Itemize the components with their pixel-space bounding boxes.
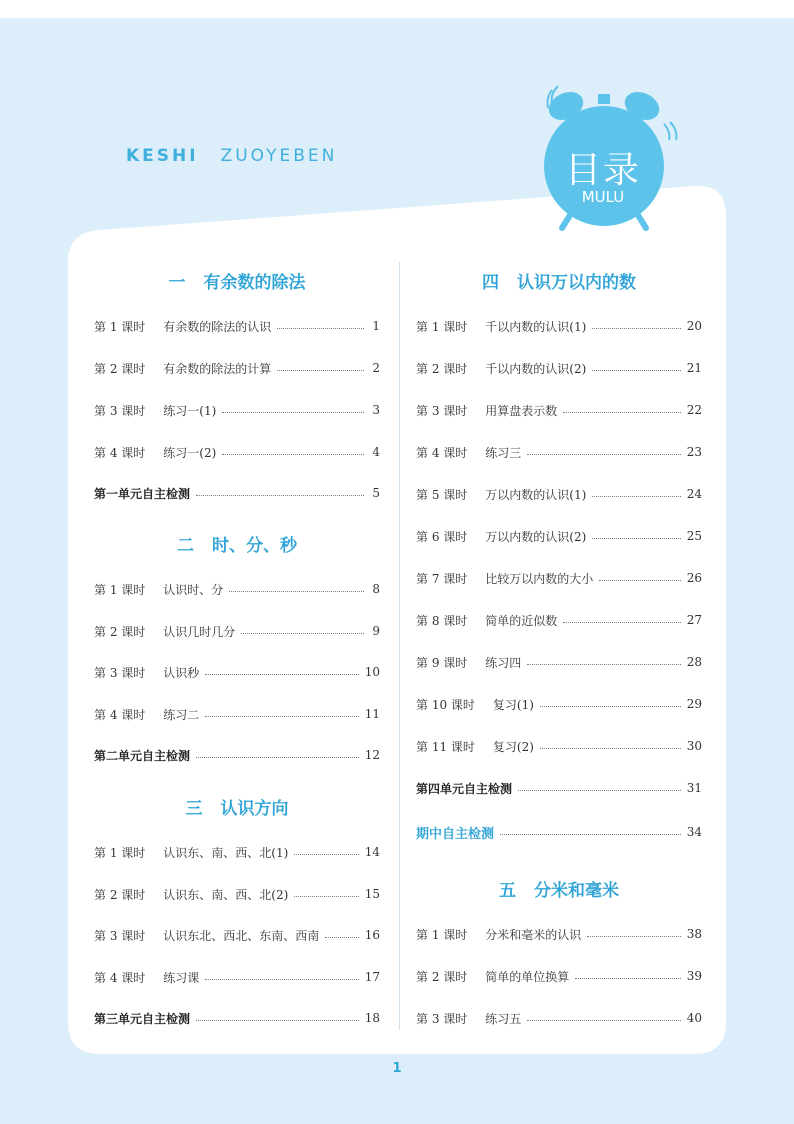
toc-entry-unit-test[interactable]: 第二单元自主检测 12 — [94, 748, 380, 763]
toc-entry[interactable]: 第 9 课时 练习四 28 — [416, 655, 702, 670]
toc-entry[interactable]: 第 3 课时 练习一(1) 3 — [94, 403, 380, 418]
toc-entry[interactable]: 第 1 课时 有余数的除法的认识 1 — [94, 319, 380, 334]
toc-entry[interactable]: 第 3 课时 练习五 40 — [416, 1011, 702, 1026]
column-divider — [399, 262, 400, 1030]
section-title-3: 三 认识方向 — [185, 799, 289, 819]
toc-title-pinyin: MULU — [581, 188, 625, 206]
toc-entry[interactable]: 第 8 课时 简单的近似数 27 — [416, 613, 702, 628]
toc-entry-unit-test[interactable]: 第四单元自主检测 31 — [416, 781, 702, 796]
toc-entry[interactable]: 第 2 课时 千以内数的认识(2) 21 — [416, 361, 702, 376]
brand-zuoyeben: ZUOYEBEN — [220, 146, 338, 166]
brand-keshi: KESHI — [126, 146, 199, 166]
section-title-5: 五 分米和毫米 — [499, 881, 619, 901]
toc-entry-unit-test[interactable]: 第三单元自主检测 18 — [94, 1011, 380, 1026]
series-brand — [126, 146, 337, 166]
toc-entry[interactable]: 第 2 课时 简单的单位换算 39 — [416, 969, 702, 984]
toc-entry[interactable]: 第 3 课时 认识秒 10 — [94, 665, 380, 680]
toc-entry[interactable]: 第 1 课时 分米和毫米的认识 38 — [416, 927, 702, 942]
toc-entry[interactable]: 第 11 课时 复习(2) 30 — [416, 739, 702, 754]
toc-entry[interactable]: 第 4 课时 练习三 23 — [416, 445, 702, 460]
toc-entry[interactable]: 第 3 课时 用算盘表示数 22 — [416, 403, 702, 418]
toc-entry[interactable]: 第 1 课时 千以内数的认识(1) 20 — [416, 319, 702, 334]
toc-entry[interactable]: 第 2 课时 认识东、南、西、北(2) 15 — [94, 887, 380, 902]
toc-entry[interactable]: 第 1 课时 认识时、分 8 — [94, 582, 380, 597]
toc-entry[interactable]: 第 2 课时 有余数的除法的计算 2 — [94, 361, 380, 376]
toc-entry[interactable]: 第 1 课时 认识东、南、西、北(1) 14 — [94, 845, 380, 860]
toc-entry[interactable]: 第 7 课时 比较万以内数的大小 26 — [416, 571, 702, 586]
section-title-4: 四 认识万以内的数 — [482, 273, 636, 293]
toc-entry[interactable]: 第 4 课时 练习课 17 — [94, 970, 380, 985]
toc-entry[interactable]: 第 2 课时 认识几时几分 9 — [94, 624, 380, 639]
toc-entry-midterm-test[interactable]: 期中自主检测 34 — [416, 825, 702, 842]
toc-entry[interactable]: 第 3 课时 认识东北、西北、东南、西南 16 — [94, 928, 380, 943]
section-title-1: 一 有余数的除法 — [168, 273, 306, 293]
toc-entry[interactable]: 第 10 课时 复习(1) 29 — [416, 697, 702, 712]
toc-entry[interactable]: 第 4 课时 练习二 11 — [94, 707, 380, 722]
toc-entry[interactable]: 第 6 课时 万以内数的认识(2) 25 — [416, 529, 702, 544]
toc-entry-unit-test[interactable]: 第一单元自主检测 5 — [94, 486, 380, 501]
page-number: 1 — [392, 1061, 402, 1076]
section-title-2: 二 时、分、秒 — [177, 536, 297, 556]
toc-entry[interactable]: 第 5 课时 万以内数的认识(1) 24 — [416, 487, 702, 502]
toc-title: 目录 — [564, 150, 641, 191]
alarm-clock-icon — [538, 82, 688, 242]
toc-entry[interactable]: 第 4 课时 练习一(2) 4 — [94, 445, 380, 460]
